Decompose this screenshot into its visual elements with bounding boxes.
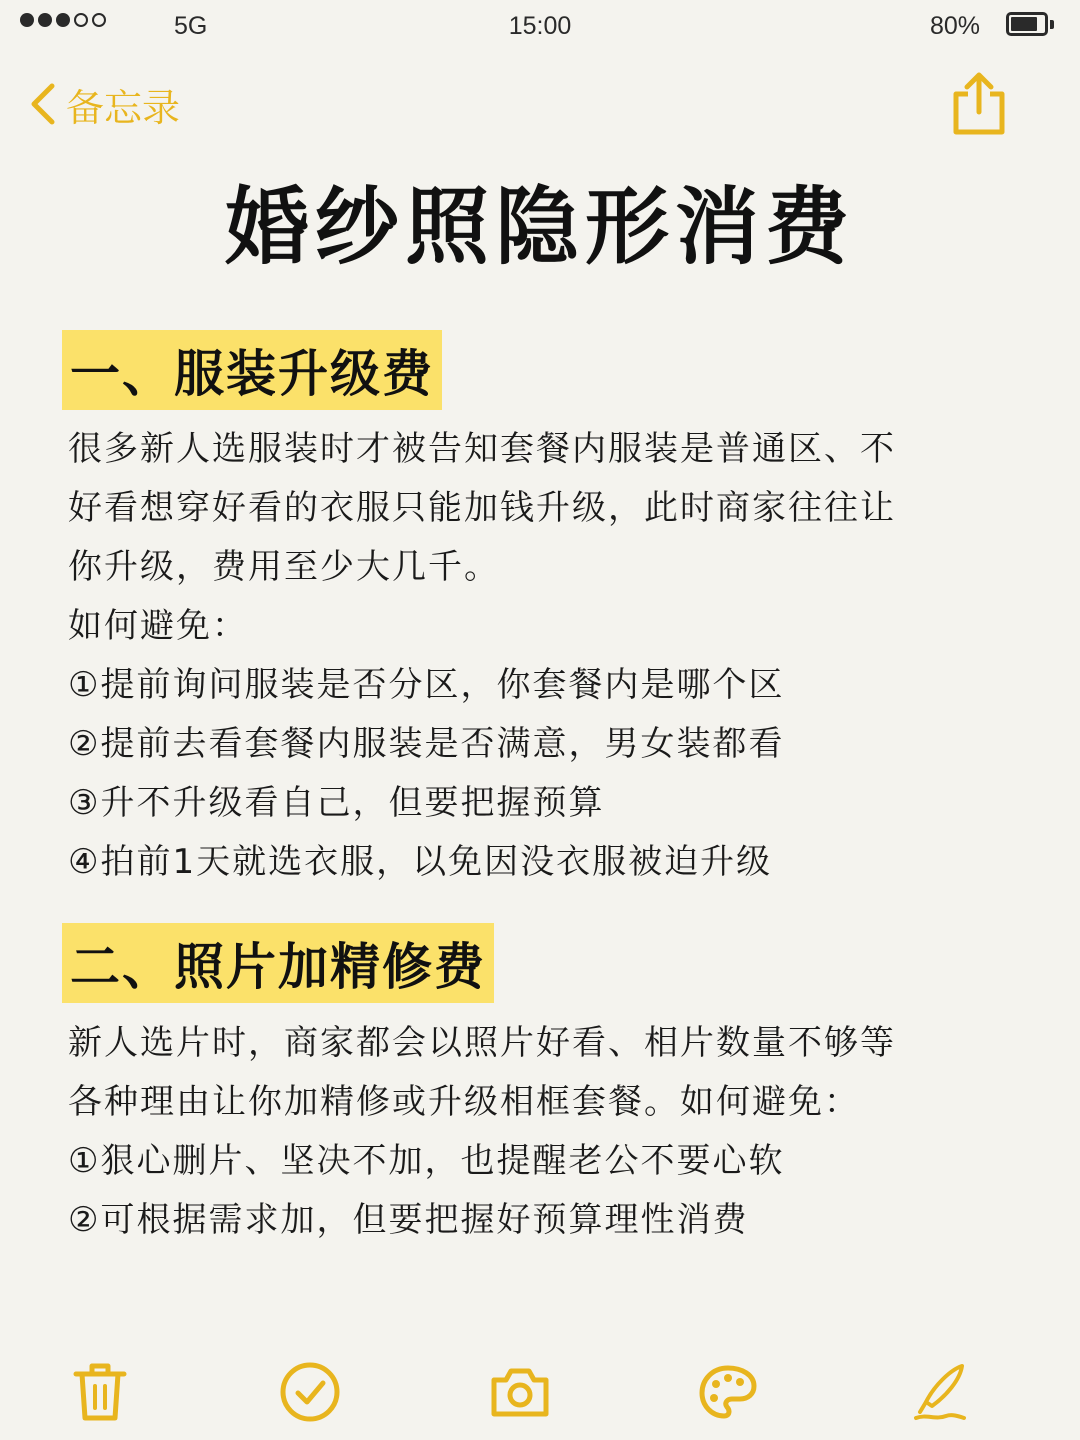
- body-line: 各种理由让你加精修或升级相框套餐。如何避免：: [68, 1082, 860, 1122]
- section-body: [68, 1014, 1028, 1250]
- section-body: [68, 420, 1028, 892]
- share-button[interactable]: [948, 70, 1010, 136]
- markup-button[interactable]: [696, 1360, 760, 1424]
- camera-icon: [488, 1360, 552, 1424]
- body-line: ③升不升级看自己，但要把握预算: [68, 783, 605, 823]
- note-title: 婚纱照隐形消费: [224, 178, 855, 276]
- back-label: 备忘录: [66, 85, 181, 130]
- battery-percent: 80%: [930, 12, 981, 40]
- camera-button[interactable]: [488, 1360, 552, 1424]
- bottom-toolbar: [0, 1360, 1080, 1436]
- body-line: 新人选片时，商家都会以照片好看、相片数量不够等: [68, 1023, 896, 1063]
- body-line: 很多新人选服装时才被告知套餐内服装是普通区、不: [68, 429, 896, 469]
- body-line: 你升级，费用至少大几千。: [68, 547, 500, 587]
- body-line: ②提前去看套餐内服装是否满意，男女装都看: [68, 724, 785, 764]
- status-bar: [0, 0, 1080, 52]
- compose-button[interactable]: [910, 1360, 972, 1424]
- battery-cap: [1050, 20, 1054, 29]
- battery-icon: [1006, 12, 1048, 36]
- checklist-icon: [278, 1360, 342, 1424]
- checklist-button[interactable]: [278, 1360, 342, 1424]
- section-heading: 一、服装升级费: [62, 330, 442, 410]
- share-icon: [948, 70, 1010, 136]
- body-line: ①提前询问服装是否分区，你套餐内是哪个区: [68, 665, 785, 705]
- back-button[interactable]: [28, 76, 180, 132]
- body-line: ①狠心删片、坚决不加，也提醒老公不要心软: [68, 1141, 785, 1181]
- delete-button[interactable]: [72, 1360, 128, 1424]
- body-line: 如何避免：: [68, 606, 248, 646]
- network-type: 5G: [174, 12, 208, 40]
- body-line: 好看想穿好看的衣服只能加钱升级，此时商家往往让: [68, 488, 896, 528]
- body-line: ④拍前1天就选衣服，以免因没衣服被迫升级: [68, 842, 773, 882]
- trash-icon: [72, 1360, 128, 1424]
- status-time: 15:00: [508, 12, 572, 40]
- body-line: ②可根据需求加，但要把握好预算理性消费: [68, 1200, 749, 1240]
- section-heading: 二、照片加精修费: [62, 923, 494, 1003]
- chevron-left-icon: [28, 82, 58, 126]
- palette-icon: [696, 1360, 760, 1424]
- pen-icon: [910, 1360, 972, 1424]
